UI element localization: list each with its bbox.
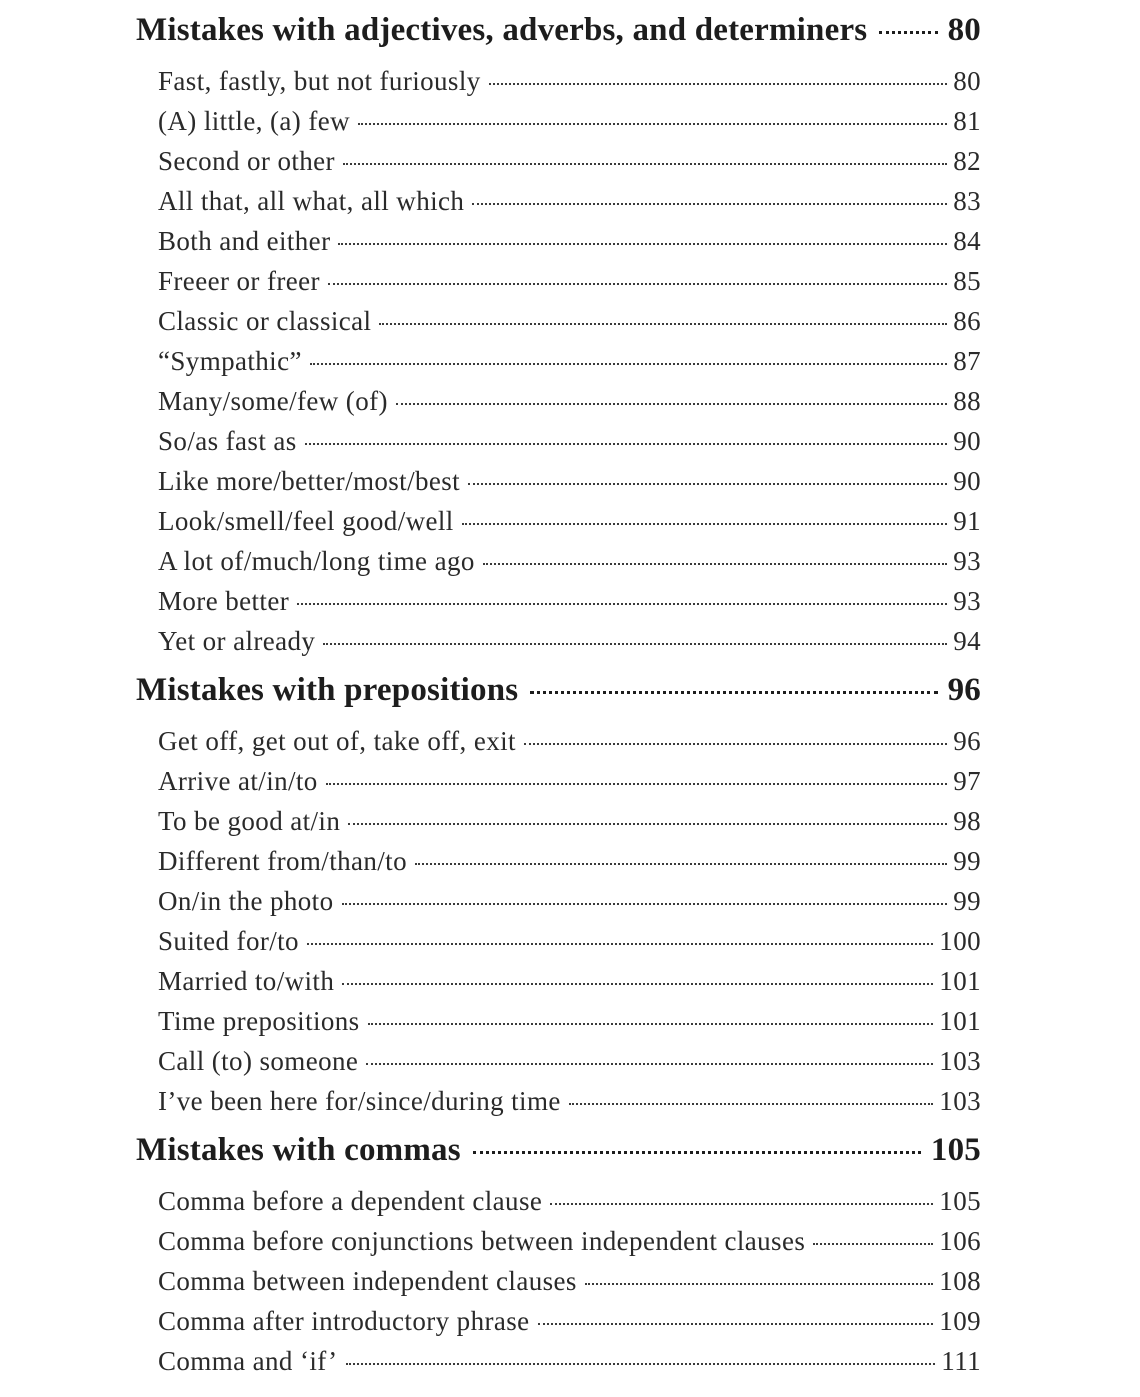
entry-list [136,66,981,666]
toc-entry[interactable] [136,106,981,146]
entry-title: Like more/better/most/best [158,466,461,496]
entry-page-number: 86 [953,306,981,336]
entry-page-number: 103 [939,1086,981,1116]
dot-leader [342,983,933,985]
entry-title: Fast, fastly, but not furiously [158,66,481,96]
dot-leader [338,243,947,245]
dot-leader [346,1363,936,1365]
entry-page-number: 99 [953,846,981,876]
entry-page-number: 100 [939,926,981,956]
entry-list [136,726,981,1126]
dot-leader [343,163,947,165]
entry-title: Married to/with [158,966,335,996]
section-title: Mistakes with prepositions [136,672,519,708]
entry-page-number: 80 [953,66,981,96]
toc-entry[interactable] [136,1046,981,1086]
entry-list [136,1186,981,1386]
entry-title: Get off, get out of, take off, exit [158,726,516,756]
entry-page-number: 106 [939,1226,981,1256]
toc-entry[interactable] [136,846,981,886]
toc-entry[interactable] [136,466,981,506]
section-heading[interactable] [136,672,981,718]
entry-title: Comma between independent clauses [158,1266,577,1296]
entry-page-number: 111 [941,1346,981,1376]
toc-section-prepositions [136,672,981,1126]
dot-leader [813,1243,933,1245]
dot-leader [326,783,947,785]
entry-page-number: 105 [939,1186,981,1216]
entry-page-number: 97 [953,766,981,796]
toc-entry[interactable] [136,1086,981,1126]
dot-leader [379,323,947,325]
entry-page-number: 90 [953,466,981,496]
toc-entry[interactable] [136,726,981,766]
entry-title: Comma before conjunctions between independent clauses [158,1226,806,1256]
entry-page-number: 93 [953,546,981,576]
toc-entry[interactable] [136,1006,981,1046]
toc-section-adjectives [136,12,981,666]
section-page-number: 105 [930,1132,981,1168]
section-heading[interactable] [136,1132,981,1178]
entry-title: Different from/than/to [158,846,407,876]
entry-title: Comma and ‘if’ [158,1346,338,1376]
toc-entry[interactable] [136,926,981,966]
entry-page-number: 93 [953,586,981,616]
entry-title: To be good at/in [158,806,341,836]
dot-leader [297,603,947,605]
dot-leader [489,83,948,85]
entry-title: On/in the photo [158,886,334,916]
toc-entry[interactable] [136,966,981,1006]
dot-leader [550,1203,933,1205]
entry-title: Many/some/few (of) [158,386,388,416]
dot-leader [366,1063,933,1065]
dot-leader [538,1323,934,1325]
dot-leader [358,123,947,125]
dot-leader [368,1023,934,1025]
toc-entry[interactable] [136,266,981,306]
entry-page-number: 91 [953,506,981,536]
toc-entry[interactable] [136,626,981,666]
dot-leader [305,443,948,445]
entry-page-number: 83 [953,186,981,216]
entry-title: Arrive at/in/to [158,766,318,796]
dot-leader [328,283,947,285]
toc-entry[interactable] [136,506,981,546]
entry-title: Both and either [158,226,331,256]
toc-entry[interactable] [136,546,981,586]
dot-leader [415,863,947,865]
section-title: Mistakes with adjectives, adverbs, and determiners [136,12,868,48]
dot-leader [569,1103,934,1105]
entry-title: I’ve been here for/since/during time [158,1086,561,1116]
toc-entry[interactable] [136,226,981,266]
entry-title: Look/smell/feel good/well [158,506,454,536]
entry-page-number: 103 [939,1046,981,1076]
entry-page-number: 99 [953,886,981,916]
dot-leader [473,1151,921,1154]
toc-section-commas [136,1132,981,1386]
entry-page-number: 98 [953,806,981,836]
toc-entry[interactable] [136,1266,981,1306]
entry-page-number: 81 [953,106,981,136]
entry-title: “Sympathic” [158,346,302,376]
toc-entry[interactable] [136,186,981,226]
entry-page-number: 96 [953,726,981,756]
entry-title: (A) little, (a) few [158,106,351,136]
toc-entry[interactable] [136,1306,981,1346]
dot-leader [348,823,947,825]
dot-leader [530,691,937,694]
dot-leader [483,563,947,565]
toc-entry[interactable] [136,386,981,426]
entry-title: Second or other [158,146,335,176]
toc-entry[interactable] [136,66,981,106]
toc-entry[interactable] [136,426,981,466]
entry-title: All that, all what, all which [158,186,465,216]
section-page-number: 96 [947,672,981,708]
dot-leader [585,1283,933,1285]
dot-leader [524,743,947,745]
entry-page-number: 84 [953,226,981,256]
dot-leader [472,203,947,205]
entry-title: Comma before a dependent clause [158,1186,543,1216]
dot-leader [879,31,937,34]
section-heading[interactable] [136,12,981,58]
entry-title: More better [158,586,290,616]
entry-page-number: 88 [953,386,981,416]
dot-leader [396,403,947,405]
entry-title: Freeer or freer [158,266,320,296]
entry-title: Classic or classical [158,306,372,336]
toc-entry[interactable] [136,806,981,846]
toc-entry[interactable] [136,1186,981,1226]
dot-leader [468,483,947,485]
toc-entry[interactable] [136,306,981,346]
dot-leader [342,903,948,905]
table-of-contents [136,12,981,1386]
toc-entry[interactable] [136,1226,981,1266]
dot-leader [307,943,933,945]
entry-page-number: 87 [953,346,981,376]
toc-entry[interactable] [136,346,981,386]
entry-title: A lot of/much/long time ago [158,546,475,576]
toc-entry[interactable] [136,586,981,626]
entry-page-number: 109 [939,1306,981,1336]
toc-entry[interactable] [136,146,981,186]
entry-title: Time prepositions [158,1006,360,1036]
toc-entry[interactable] [136,886,981,926]
entry-page-number: 94 [953,626,981,656]
section-page-number: 80 [947,12,981,48]
entry-page-number: 85 [953,266,981,296]
entry-page-number: 101 [939,966,981,996]
entry-page-number: 90 [953,426,981,456]
dot-leader [323,643,947,645]
entry-title: Call (to) someone [158,1046,359,1076]
toc-entry[interactable] [136,1346,981,1386]
entry-title: So/as fast as [158,426,297,456]
entry-title: Suited for/to [158,926,299,956]
entry-page-number: 108 [939,1266,981,1296]
dot-leader [462,523,947,525]
entry-title: Yet or already [158,626,316,656]
entry-page-number: 82 [953,146,981,176]
section-title: Mistakes with commas [136,1132,461,1168]
dot-leader [310,363,947,365]
toc-entry[interactable] [136,766,981,806]
entry-title: Comma after introductory phrase [158,1306,530,1336]
entry-page-number: 101 [939,1006,981,1036]
